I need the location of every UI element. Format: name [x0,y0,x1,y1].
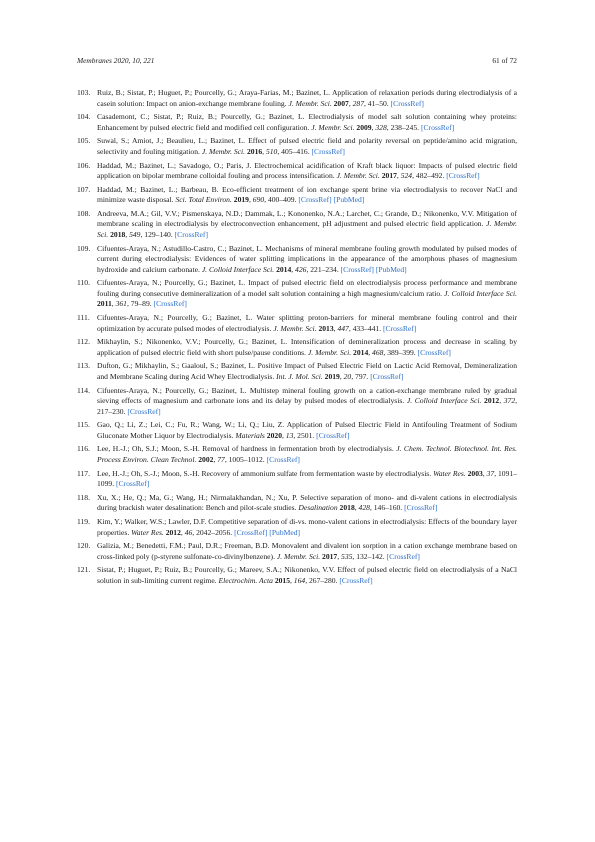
page-header [77,56,517,68]
reference-year: 2009 [356,122,372,132]
reference-number: 107. [77,184,91,194]
reference-volume: 535 [341,551,353,561]
reference-volume: 287 [352,98,364,108]
reference-pages: , 797. [351,371,369,381]
crossref-link[interactable]: [CrossRef] [390,98,424,108]
crossref-link[interactable]: [CrossRef] [370,371,404,381]
crossref-link[interactable]: [CrossRef] [404,503,438,513]
journal-year: 2020 [113,56,129,65]
reference-text: Mikhaylin, S.; Nikonenko, V.V.; Pourcelly, G.; Bazinet, L. Intensification of demineralization process and decrease in scaling by application of pulsed electric field with short pulse/pause conditions. J. Membr. Sci. 2014, 468, 389–399. [CrossRef] [97,337,517,357]
reference-item [77,361,517,382]
reference-item [77,420,517,441]
reference-pages: , 2042–2056. [192,527,233,537]
crossref-link[interactable]: [CrossRef] [316,430,350,440]
reference-volume: 524 [400,171,413,181]
reference-authors-title: Mikhaylin, S.; Nikonenko, V.V.; Pourcelly, G.; Bazinet, L. Intensification of demineralization process and decrease in scaling by application of pulsed electric field with short pulse/pause conditions. [97,337,517,357]
reference-item [77,469,517,490]
reference-authors-title: Dufton, G.; Mikhaylin, S.; Gaaloul, S.; Bazinet, L. Positive Impact of Pulsed Electric Field on Lactic Acid Removal, Demineralization and Membrane Scaling during Acid Whey Electrodialysis. [97,361,517,381]
reference-year: 2014 [353,347,369,357]
reference-pages: , 1005–1012. [224,454,265,464]
reference-text: Cifuentes-Araya, N.; Astudillo-Castro, C.; Bazinet, L. Mechanisms of mineral membrane fouling growth modulated by pulsed modes of current during electrodialysis: Evidences of water splitting implications in the appearance of the amorphous phases of magnesium hydroxide and calcium carbonate. J. Colloid Interface Sci. 2014, 426, 221–234. [CrossRef] [PubMed] [97,243,517,274]
crossref-link[interactable]: [CrossRef] [420,122,455,132]
reference-authors-title: Lee, H.-J.; Oh, S.-J.; Moon, S.-H. Recovery of ammonium sulfate from fermentation waste by electrodialysis. [97,468,432,478]
reference-number: 104. [77,112,91,122]
reference-journal: Water Res. [131,527,164,537]
reference-year: 2007 [333,98,349,108]
reference-authors-title: Cifuentes-Araya, N.; Astudillo-Castro, C.; Bazinet, L. Mechanisms of mineral membrane fouling growth modulated by pulsed modes of current during electrodialysis: Evidences of water splitting implications in the appearance of the amorphous phases of magnesium hydroxide and calcium carbonate. [97,243,517,274]
journal-volume: 10 [132,56,140,65]
reference-text: Haddad, M.; Bazinet, L.; Savadogo, O.; Paris, J. Electrochemical acidification of Kraft black liquor: Impacts of pulsed electric field application on bipolar membrane colloidal fouling and process intensification. J. Membr. Sci. 2017, 524, 482–492. [CrossRef] [97,160,517,181]
reference-text: Casademont, C.; Sistat, P.; Ruiz, B.; Pourcelly, G.; Bazinet, L. Electrodialysis of model salt solution containing whey proteins: Enhancement by pulsed electric field and modified cell configuration. J. Membr. Sci. 2009, 328, 238–245. [CrossRef] [97,112,517,132]
reference-item [77,112,517,133]
crossref-link[interactable]: [CrossRef] [340,264,374,274]
reference-text: Ruiz, B.; Sistat, P.; Huguet, P.; Pourcelly, G.; Araya-Farias, M.; Bazinet, L. Application of relaxation periods during electrodialysis of a casein solution: Impact on anion-exchange membrane fouling. J. Membr. Sci. 2007, 287, 41–50. [CrossRef] [97,88,517,108]
reference-volume: 164 [293,575,306,585]
reference-pages: , 79–89. [126,299,152,309]
reference-volume: 20 [343,371,352,381]
reference-pages: , 129–140. [140,229,173,239]
running-head: Membranes 2020, 10, 221 [77,56,155,65]
reference-authors-title: Cifuentes-Araya, N.; Pourcelly, G.; Bazinet, L. Impact of pulsed electric field on electrodialysis process performance and membrane fouling during consecutive demineralization of a model salt solution containing a high magnesium/calcium ratio. [97,278,517,298]
reference-year: 2014 [276,264,292,274]
reference-pages: , 217–230. [97,396,518,416]
reference-authors-title: Kim, Y.; Walker, W.S.; Lawler, D.F. Competitive separation of di-vs. mono-valent cations in electrodialysis: Effects of the boundary layer properties. [97,517,517,537]
reference-text: Galizia, M.; Benedetti, F.M.; Paul, D.R.; Freeman, B.D. Monovalent and divalent ion sorption in a cation exchange membrane based on cross-linked poly (p-styrene sulfonate-co-divinylbenzene). J. Membr. Sci. 2017, 535, 132–142. [CrossRef] [97,541,517,561]
reference-authors-title: Cifuentes-Araya, N.; Pourcelly, G.; Bazinet, L. Water splitting proton-barriers for mineral membrane fouling control and their optimization by accurate pulsed modes of electrodialysis. [97,313,517,333]
reference-pages: , 132–142. [352,551,385,561]
reference-year: 2003 [467,468,483,478]
reference-journal: J. Colloid Interface Sci. [444,288,517,298]
reference-volume: 372 [503,396,516,406]
reference-journal: J. Colloid Interface Sci. [201,264,275,274]
crossref-link[interactable]: [CrossRef] [311,146,345,156]
reference-authors-title: Gao, Q.; Li, Z.; Lei, C.; Fu, R.; Wang, W.; Li, Q.; Liu, Z. Application of Pulsed Electric Field in Antifouling Treatment of Sodium Gluconate Mother Liquor by Electrodialysis. [97,420,517,440]
reference-volume: 510 [265,146,278,156]
article-number: 221 [143,56,155,65]
reference-year: 2019 [233,195,249,205]
reference-pages: , 146–160. [369,503,403,513]
reference-volume: 428 [358,503,370,513]
reference-number: 112. [77,337,91,347]
reference-text: Suwal, S.; Amiot, J.; Beaulieu, L.; Bazinet, L. Effect of pulsed electric field and polarity reversal on peptide/amino acid migration, selectivity and fouling mitigation. J. Membr. Sci. 2016, 510, 405–416. [CrossRef] [97,136,517,156]
reference-journal: J. Membr. Sci. [97,219,517,239]
reference-year: 2020 [266,430,282,440]
reference-text: Sistat, P.; Huguet, P.; Ruiz, B.; Pourcelly, G.; Mareev, S.A.; Nikonenko, V.V. Effect of pulsed electric field on electrodialysis of a NaCl solution in sub-limiting current regime. Electrochim. Acta 2015, 164, 267–280. [CrossRef] [97,565,517,585]
reference-volume: 468 [372,347,384,357]
reference-text: Haddad, M.; Bazinet, L.; Barbeau, B. Eco-efficient treatment of ion exchange spent brine via electrodialysis to recover NaCl and minimize waste disposal. Sci. Total Environ. 2019, 690, 400–409. [CrossRef] [PubMed] [97,184,517,205]
reference-year: 2012 [165,527,181,537]
reference-pages: , 1091–1099. [97,468,517,489]
reference-year: 2015 [274,575,290,585]
crossref-link[interactable]: [CrossRef] [339,575,373,585]
reference-year: 2002 [198,454,214,464]
reference-volume: 426 [295,264,307,274]
reference-journal: J. Colloid Interface Sci. [406,396,482,406]
reference-volume: 77 [217,454,225,464]
reference-text: Xu, X.; He, Q.; Ma, G.; Wang, H.; Nirmalakhandan, N.; Xu, P. Selective separation of mono- and di-valent cations in electrodialysis during brackish water desalination: Bench and pilot-scale studies. Desalination 2018, 428, 146–160. [CrossRef] [97,492,517,513]
reference-number: 118. [77,492,91,502]
crossref-link[interactable]: [CrossRef] [266,454,300,464]
reference-text: Lee, H.-J.; Oh, S.-J.; Moon, S.-H. Recovery of ammonium sulfate from fermentation waste by electrodialysis. Water Res. 2003, 37, 1091–1099. [CrossRef] [97,468,517,489]
reference-pages: , 238–245. [386,122,420,132]
reference-text: Lee, H.-J.; Oh, S.J.; Moon, S.-H. Removal of hardness in fermentation broth by electrodialysis. J. Chem. Technol. Biotechnol. Int. Res. Process Environ. Clean Technol. 2002, 77, 1005–1012. [CrossRef] [97,444,517,464]
reference-item [77,161,517,182]
reference-volume: 328 [375,122,387,132]
reference-item [77,493,517,514]
reference-number: 120. [77,541,91,551]
reference-journal: Electrochim. Acta [218,575,273,585]
pubmed-link[interactable]: [PubMed] [269,527,301,537]
reference-year: 2012 [484,396,500,406]
reference-item [77,386,517,418]
reference-item [77,444,517,465]
reference-journal: J. Membr. Sci. [288,98,332,108]
reference-journal: J. Membr. Sci. [273,323,317,333]
reference-volume: 690 [252,195,265,205]
reference-authors-title: Sistat, P.; Huguet, P.; Ruiz, B.; Pourcelly, G.; Mareev, S.A.; Nikonenko, V.V. Effect of pulsed electric field on electrodialysis of a NaCl solution in sub-limiting current regime. [97,565,517,585]
reference-number: 121. [77,565,91,575]
crossref-link[interactable]: [CrossRef] [386,551,420,561]
reference-authors-title: Andreeva, M.A.; Gil, V.V.; Pismenskaya, N.D.; Dammak, L.; Kononenko, N.A.; Larchet, C.; Grande, D.; Nikonenko, V.V. Mitigation of membrane scaling in electrodialysis by electroconvection enhancement, pH adjustment and pulsed electric field application. [97,208,517,229]
reference-pages: , 221–234. [306,264,339,274]
reference-number: 113. [77,361,91,371]
reference-journal: J. Membr. Sci. [307,347,352,357]
reference-pages: , 267–280. [305,575,338,585]
reference-journal: Sci. Total Environ. [175,195,232,205]
reference-number: 114. [77,385,91,395]
reference-number: 106. [77,160,91,170]
reference-volume: 549 [129,229,141,239]
reference-pages: , 433–441. [348,323,382,333]
reference-volume: 447 [337,323,349,333]
reference-list [77,88,517,590]
reference-authors-title: Galizia, M.; Benedetti, F.M.; Paul, D.R.; Freeman, B.D. Monovalent and divalent ion sorption in a cation exchange membrane based on cross-linked poly (p-styrene sulfonate-co-divinylbenzene). [97,541,517,561]
crossref-link[interactable]: [CrossRef] [446,171,480,181]
reference-item [77,185,517,206]
reference-journal: Int. J. Mol. Sci. [276,371,323,381]
reference-number: 103. [77,88,91,97]
reference-number: 116. [77,444,91,454]
reference-text: Cifuentes-Araya, N.; Pourcelly, G.; Bazinet, L. Water splitting proton-barriers for mineral membrane fouling control and their optimization by accurate pulsed modes of electrodialysis. J. Membr. Sci. 2013, 447, 433–441. [CrossRef] [97,313,517,333]
crossref-link[interactable]: [CrossRef] [174,229,208,239]
reference-item [77,244,517,276]
reference-text: Andreeva, M.A.; Gil, V.V.; Pismenskaya, N.D.; Dammak, L.; Kononenko, N.A.; Larchet, C.; Grande, D.; Nikonenko, V.V. Mitigation of membrane scaling in electrodialysis by electroconvection enhancement, pH adjustment and pulsed electric field application. J. Membr. Sci. 2018, 549, 129–140. [CrossRef] [97,208,517,239]
reference-journal: J. Membr. Sci. [336,171,380,181]
crossref-link[interactable]: [CrossRef] [234,527,268,537]
reference-authors-title: Haddad, M.; Bazinet, L.; Savadogo, O.; Paris, J. Electrochemical acidification of Kraft black liquor: Impacts of pulsed electric field application on bipolar membrane colloidal fouling and process intensification. [97,160,517,181]
reference-volume: 13 [285,430,294,440]
reference-item [77,136,517,157]
reference-journal: Water Res. [433,468,466,478]
reference-year: 2013 [318,323,334,333]
reference-journal: J. Chem. Technol. Biotechnol. Int. Res. Process Environ. Clean Technol. [97,444,517,464]
reference-year: 2018 [110,229,126,239]
reference-item [77,565,517,586]
reference-authors-title: Ruiz, B.; Sistat, P.; Huguet, P.; Pourcelly, G.; Araya-Farias, M.; Bazinet, L. Application of relaxation periods during electrodialysis of a casein solution: Impact on anion-exchange membrane fouling. [97,88,517,108]
reference-pages: , 41–50. [364,98,389,108]
crossref-link[interactable]: [CrossRef] [298,195,332,205]
reference-number: 105. [77,136,91,146]
reference-volume: 46 [184,527,193,537]
reference-journal: J. Membr. Sci. [276,551,321,561]
reference-journal: J. Membr. Sci. [311,122,355,132]
reference-pages: , 405–416. [277,146,310,156]
reference-journal: Materials [235,430,265,440]
reference-pages: , 482–492. [412,171,445,181]
reference-text: Cifuentes-Araya, N.; Pourcelly, G.; Bazinet, L. Impact of pulsed electric field on electrodialysis process performance and membrane fouling during consecutive demineralization of a model salt solution containing a high magnesium/calcium ratio. J. Colloid Interface Sci. 2011, 361, 79–89. [CrossRef] [97,278,517,309]
reference-text: Cifuentes-Araya, N.; Pourcelly, G.; Bazinet, L. Multistep mineral fouling growth on a cation-exchange membrane ruled by gradual sieving effects of magnesium and carbonate ions and its delay by pulsed modes of electrodialysis. J. Colloid Interface Sci. 2012, 372, 217–230. [CrossRef] [97,385,518,416]
reference-number: 110. [77,278,91,288]
reference-item [77,209,517,241]
reference-item [77,88,517,109]
reference-number: 111. [77,313,90,322]
reference-item [77,337,517,358]
crossref-link[interactable]: [CrossRef] [153,299,187,309]
reference-authors-title: Lee, H.-J.; Oh, S.J.; Moon, S.-H. Removal of hardness in fermentation broth by electrodialysis. [97,444,394,454]
reference-authors-title: Xu, X.; He, Q.; Ma, G.; Wang, H.; Nirmalakhandan, N.; Xu, P. Selective separation of mono- and di-valent cations in electrodialysis during brackish water desalination: Bench and pilot-scale studies. [97,492,517,513]
reference-year: 2017 [381,171,397,181]
reference-item [77,313,517,334]
reference-item [77,278,517,310]
reference-journal: Desalination [298,503,338,513]
crossref-link[interactable]: [CrossRef] [116,479,150,489]
reference-volume: 37 [486,468,495,478]
reference-number: 108. [77,208,91,218]
reference-number: 109. [77,243,91,253]
reference-pages: , 400–409. [264,195,297,205]
reference-number: 115. [77,420,91,430]
reference-pages: , 389–399. [383,347,416,357]
reference-authors-title: Cifuentes-Araya, N.; Pourcelly, G.; Bazinet, L. Multistep mineral fouling growth on a cation-exchange membrane ruled by gradual sieving effects of magnesium and carbonate ions and its delay by pulsed modes of electrodialysis. [97,385,517,406]
reference-text: Kim, Y.; Walker, W.S.; Lawler, D.F. Competitive separation of di-vs. mono-valent cations in electrodialysis: Effects of the boundary layer properties. Water Res. 2012, 46, 2042–2056. [CrossRef] [PubMed] [97,517,517,537]
reference-item [77,517,517,538]
pubmed-link[interactable]: [PubMed] [375,264,407,274]
reference-year: 2019 [324,371,340,381]
reference-number: 119. [77,517,91,526]
pubmed-link[interactable]: [PubMed] [333,195,365,205]
reference-authors-title: Haddad, M.; Bazinet, L.; Barbeau, B. Eco-efficient treatment of ion exchange spent brine via electrodialysis to recover NaCl and minimize waste disposal. [97,184,517,205]
reference-year: 2011 [97,299,112,309]
reference-year: 2017 [322,551,338,561]
crossref-link[interactable]: [CrossRef] [127,406,161,416]
reference-authors-title: Casademont, C.; Sistat, P.; Ruiz, B.; Pourcelly, G.; Bazinet, L. Electrodialysis of model salt solution containing whey proteins: Enhancement by pulsed electric field and modified cell configuration. [97,112,517,132]
page-number: 61 of 72 [492,56,517,65]
reference-volume: 361 [115,299,127,309]
reference-text: Dufton, G.; Mikhaylin, S.; Gaaloul, S.; Bazinet, L. Positive Impact of Pulsed Electric Field on Lactic Acid Removal, Demineralization and Membrane Scaling during Acid Whey Electrodialysis. Int. J. Mol. Sci. 2019, 20, 797. [CrossRef] [97,361,517,381]
reference-item [77,541,517,562]
reference-number: 117. [77,468,91,478]
reference-text: Gao, Q.; Li, Z.; Lei, C.; Fu, R.; Wang, W.; Li, Q.; Liu, Z. Application of Pulsed Electric Field in Antifouling Treatment of Sodium Gluconate Mother Liquor by Electrodialysis. Materials 2020, 13, 2501. [CrossRef] [97,420,517,440]
reference-year: 2018 [339,503,355,513]
reference-journal: J. Membr. Sci. [201,146,246,156]
crossref-link[interactable]: [CrossRef] [383,323,417,333]
journal-name: Membranes [77,56,112,65]
crossref-link[interactable]: [CrossRef] [417,347,451,357]
reference-year: 2016 [246,146,263,156]
reference-authors-title: Suwal, S.; Amiot, J.; Beaulieu, L.; Bazinet, L. Effect of pulsed electric field and polarity reversal on peptide/amino acid migration, selectivity and fouling mitigation. [97,136,517,156]
reference-pages: , 2501. [293,430,315,440]
